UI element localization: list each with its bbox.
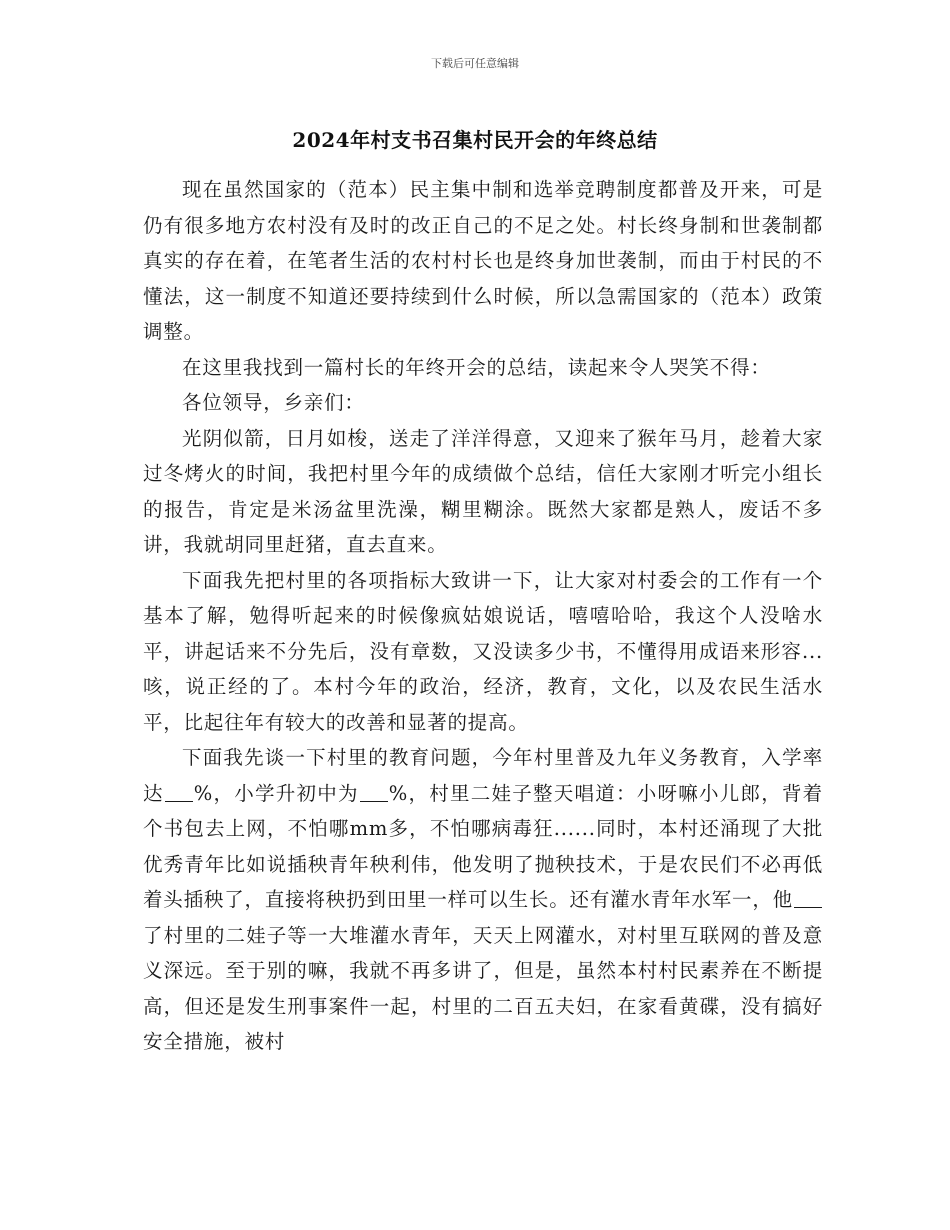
- paragraph-lead-in: 在这里我找到一篇村长的年终开会的总结，读起来令人哭笑不得：: [182, 355, 771, 379]
- education-text-part4: 了村里的二娃子等一大堆灌水青年，天天上网灌水，对村里互联网的普及意义深远。至于别的嘛，我就不再多讲了，但是，虽然本村村民素养在不断提高，但还是发生刑事案件一起，村里的二百五夫妇，在家看黄碟，没有搞好安全措施，被村: [143, 923, 823, 1053]
- page-header-note: 下载后可任意编辑: [431, 57, 519, 70]
- paragraph-opening: 光阴似箭，日月如梭，送走了洋洋得意，又迎来了猴年马月，趁着大家过冬烤火的时间，我把村里今年的成绩做个总结，信任大家刚才听完小组长的报告，肯定是米汤盆里洗澡，糊里糊涂。既然大家都是熟人，废话不多讲，我就胡同里赶猪，直去直来。: [143, 426, 823, 556]
- document-title: 2024年村支书召集村民开会的年终总结: [292, 128, 658, 152]
- blank-line: [794, 888, 822, 909]
- paragraph-education: [143, 740, 823, 1060]
- blank-line: [165, 781, 193, 802]
- paragraph-overview: 下面我先把村里的各项指标大致讲一下，让大家对村委会的工作有一个基本了解，勉得听起来的时候像疯姑娘说话，嘻嘻哈哈，我这个人没啥水平，讲起话来不分先后，没有章数，又没读多少书，不懂得用成语来形容...咳，说正经的了。本村今年的政治，经济，教育，文化，以及农民生活水平，比起往年有较大的改善和显著的提高。: [143, 568, 823, 734]
- education-text-part3: %，村里二娃子整天唱道：小呀嘛小儿郎，背着个书包去上网，不怕哪mm多，不怕哪病毒狂......同时，本村还涌现了大批优秀青年比如说插秧青年秧利伟，他发明了抛秧技术，于是农民们不必再低着头插秧了，直接将秧扔到田里一样可以生长。还有灌水青年水军一，他: [143, 781, 823, 911]
- blank-line: [360, 781, 388, 802]
- document-body: [143, 172, 823, 1060]
- paragraph-intro: 现在虽然国家的（范本）民主集中制和选举竞聘制度都普及开来，可是仍有很多地方农村没有及时的改正自己的不足之处。村长终身制和世袭制都真实的存在着，在笔者生活的农村村长也是终身加世袭制，而由于村民的不懂法，这一制度不知道还要持续到什么时候，所以急需国家的（范本）政策调整。: [143, 178, 823, 343]
- education-text-part1: 下面我先谈一下村里的教育问题，今年村里普及九年义务教育，入学率达: [143, 746, 823, 805]
- education-text-part2: %，小学升初中为: [193, 781, 359, 805]
- paragraph-greeting: 各位领导，乡亲们：: [182, 391, 365, 414]
